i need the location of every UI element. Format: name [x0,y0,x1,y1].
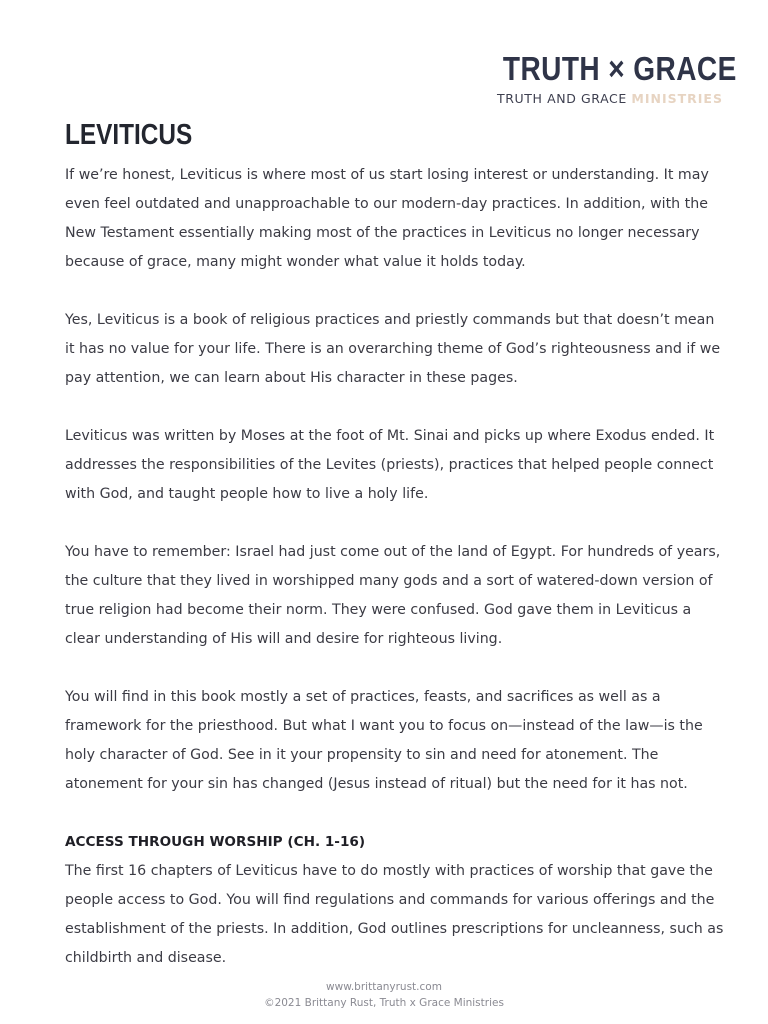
logo-tagline [484,91,736,107]
paragraph-focus: You will find in this book mostly a set of practices, feasts, and sacrifices as well as a framework for the priesthood. But what I want you to focus on—instead of the law—is the holy character of God. See in it your propensity to sin and need for atonement. The atonement for your sin has changed (Jesus instead of ritual) but the need for it has not. [65,689,703,792]
paragraph-authorship: Leviticus was written by Moses at the foot of Mt. Sinai and picks up where Exodus ended. It addresses the responsibilities of the Levites (priests), practices that helped people connect with God, and taught people how to live a holy life. [65,428,715,502]
section-body: The first 16 chapters of Leviticus have to do mostly with practices of worship that gave the people access to God. You will find regulations and commands for various offerings and the establishment of the priests. In addition, God outlines prescriptions for uncleanness, such as childbirth and disease. [65,863,724,966]
logo-tagline-accent: MINISTRIES [631,91,723,106]
brand-logo [484,50,736,107]
section-heading: ACCESS THROUGH WORSHIP (CH. 1-16) [65,834,366,850]
paragraph-intro: If we’re honest, Leviticus is where most of us start losing interest or understanding. It may even feel outdated and unapproachable to our modern-day practices. In addition, with the New Testament essentially making most of the practices in Leviticus no longer necessary because of grace, many might wonder what value it holds today. [65,167,709,270]
page-title: LEVITICUS [65,119,193,151]
logo-tagline-plain: TRUTH AND GRACE [497,91,632,106]
logo-wordmark: TRUTH × GRACE [502,50,737,87]
paragraph-value: Yes, Leviticus is a book of religious practices and priestly commands but that doesn’t mean it has no value for your life. There is an overarching theme of God’s righteousness and if we pay attention, we can learn about His character in these pages. [65,312,721,386]
paragraph-context: You have to remember: Israel had just come out of the land of Egypt. For hundreds of years, the culture that they lived in worshipped many gods and a sort of watered-down version of true religion had become their norm. They were confused. God gave them in Leviticus a clear understanding of His will and desire for righteous living. [65,544,721,647]
page-footer [0,979,768,1011]
footer-url: www.brittanyrust.com [326,981,442,993]
document-body [65,161,725,1002]
footer-copyright: ©2021 Brittany Rust, Truth x Grace Ministries [264,997,504,1009]
